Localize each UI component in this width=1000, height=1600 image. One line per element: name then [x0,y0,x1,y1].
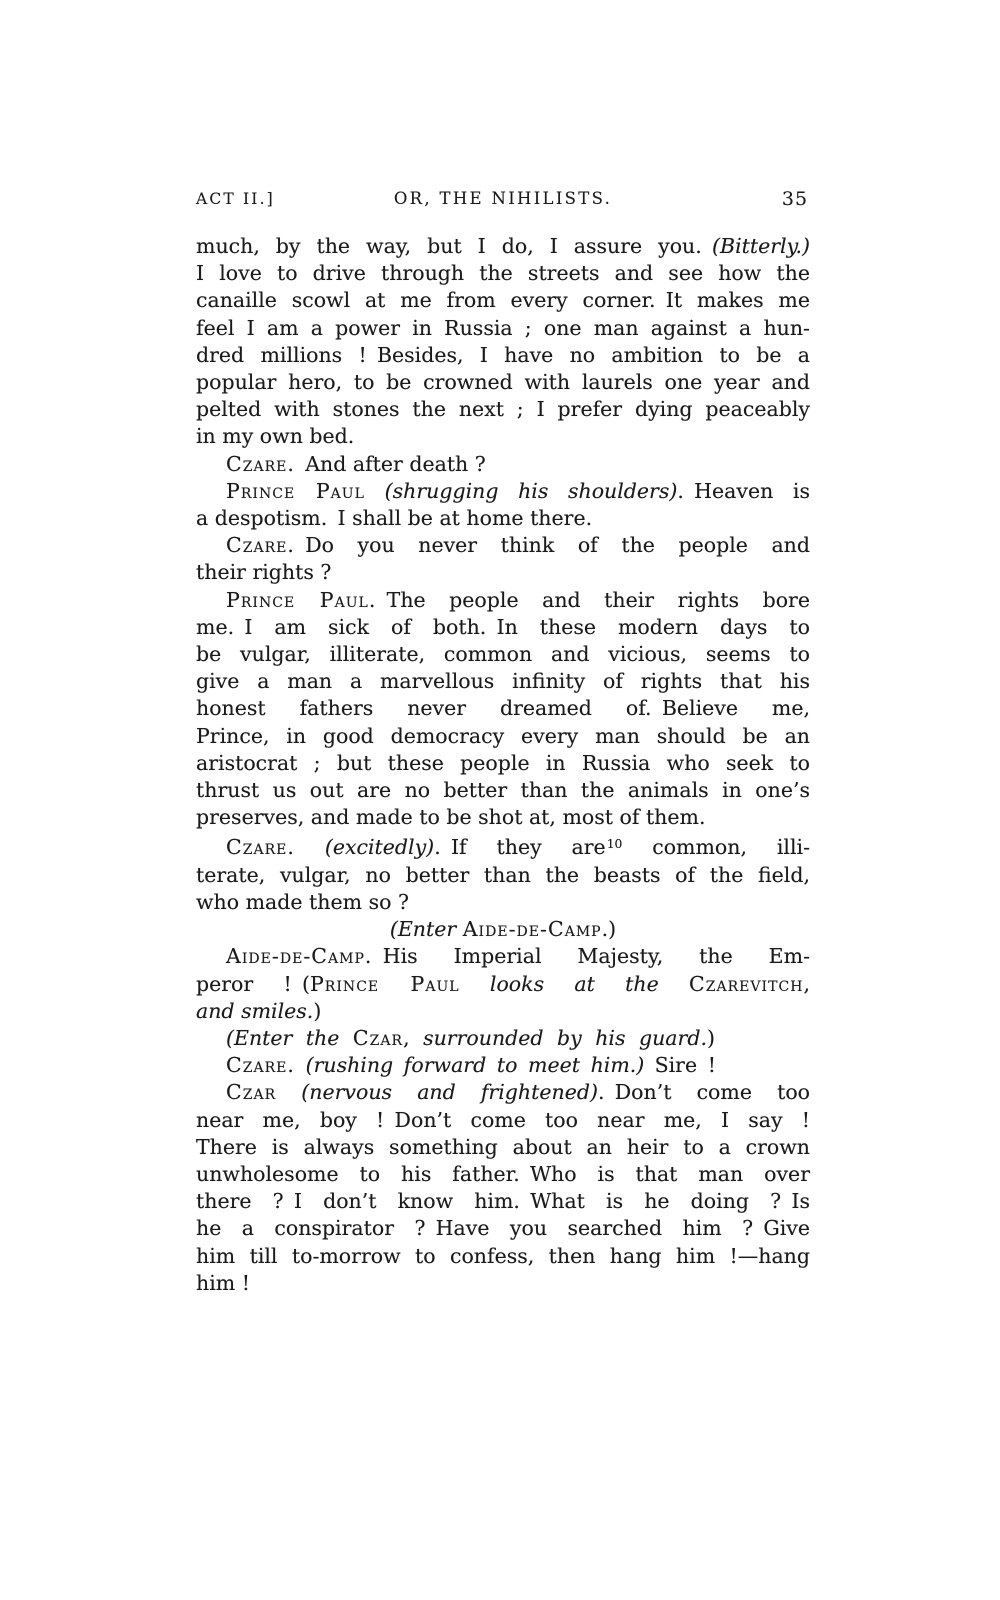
character-name: Aide-de-Camp [462,917,602,942]
stage-direction: (Bitterly.) [712,234,810,258]
text-line: who made them so ? [196,890,409,915]
text-line: near me, boy ! Don’t come too near me, I say ! [196,1107,810,1132]
text-line: he a conspirator ? Have you searched him ? Give [196,1216,810,1241]
paragraph [196,532,810,586]
page-header [196,189,810,215]
character-name: Czare. [226,533,295,558]
text-line: be vulgar, illiterate, common and vicious, seems to [196,642,810,667]
stage-direction: (rushing forward to meet him.) [305,1053,645,1078]
running-title: OR, THE NIHILISTS. [393,189,613,208]
act-label: ACT II.] [196,190,275,208]
text-line: and smiles.) [196,998,322,1023]
text-line: there ? I don’t know him. What is he doing ? Is [196,1189,810,1214]
text-line: unwholesome to his father. Who is that man over [196,1162,810,1187]
text-line: Aide-de-Camp. His Imperial Majesty, the Em- [226,944,810,969]
text-line: thrust us out are no better than the animals in one’s [196,778,810,803]
text-line: Czare. (excitedly). If they are$^{10}$ common, illi- [226,835,810,860]
text-line: aristocrat ; but these people in Russia who seek to [196,750,810,775]
text-line: Prince, in good democracy every man should be an [196,723,810,748]
character-name: Prince Paul [309,971,460,996]
text-line: popular hero, to be crowned with laurels one year and [196,370,810,395]
text-line: Czar (nervous and frightened). Don’t come too [226,1080,810,1105]
paragraph [196,1052,810,1079]
character-name: Czare. [226,451,295,476]
character-name: Aide-de-Camp. [226,944,373,969]
text-line: dred millions ! Besides, I have no ambition to be a [196,342,810,367]
stage-direction: (Enter [389,917,463,942]
paragraph [196,451,810,478]
play-text [196,233,810,1297]
text-line: feel I am a power in Russia ; one man against a hun- [196,315,810,340]
character-name: Czare. [226,1053,295,1078]
text-line: There is always something about an heir to a crown [196,1134,810,1159]
character-name: Czarevitch [689,971,804,996]
text-line: Czare. And after death ? [226,451,486,476]
paragraph [196,916,810,943]
paragraph [196,587,810,832]
text-line: give a man a marvellous infinity of rights that his [196,669,810,694]
character-name: Czar [226,1080,277,1105]
character-name: Prince Paul [226,478,365,503]
text-line: honest fathers never dreamed of. Believe me, [196,696,810,721]
character-name: Czar [352,1026,404,1051]
text-line: much, by the way, but I do, I assure you. (Bitterly.) [196,234,810,258]
text-line: in my own bed. [196,424,355,449]
stage-direction: (Enter the [226,1026,353,1051]
paragraph [196,943,810,1025]
paragraph [196,1079,810,1297]
text-line: Prince Paul. The people and their rights bore [226,587,810,612]
paragraph [196,478,810,532]
stage-direction: looks at the [489,971,659,996]
page-number: 35 [781,188,808,210]
stage-direction: and smiles. [196,998,314,1023]
text-line: (Enter the Czar, surrounded by his guard.) [226,1026,715,1051]
text-line: (Enter Aide-de-Camp.) [389,917,617,942]
text-line: him ! [196,1270,250,1295]
stage-direction: (nervous and frightened) [301,1080,598,1105]
stage-direction: surrounded by his guard. [423,1026,707,1051]
text-line: peror ! (Prince Paul looks at the Czarevitch, [196,971,810,996]
paragraph [196,1025,810,1052]
character-name: Prince Paul. [226,587,377,612]
text-line: him till to-morrow to confess, then hang him !—hang [196,1243,810,1268]
text-line: me. I am sick of both. In these modern days to [196,614,810,639]
paragraph [196,831,810,916]
text-line: preserves, and made to be shot at, most of them. [196,805,706,830]
text-line: pelted with stones the next ; I prefer dying peaceably [196,397,810,422]
text-line: Prince Paul (shrugging his shoulders). Heaven is [226,478,810,503]
text-line: a despotism. I shall be at home there. [196,506,593,531]
text-line: canaille scowl at me from every corner. It makes me [196,288,810,313]
text-line: their rights ? [196,560,332,585]
footnote-marker: 10 [606,837,623,852]
paragraph [196,233,810,451]
text-line: I love to drive through the streets and see how the [196,261,810,286]
text-line: Czare. Do you never think of the people and [226,533,810,558]
stage-direction: (excitedly) [324,835,435,860]
stage-direction: (shrugging his shoulders) [384,478,678,503]
character-name: Czare. [226,835,295,860]
text-line: Czare. (rushing forward to meet him.) Sire ! [226,1053,716,1078]
text-line: terate, vulgar, no better than the beasts of the field, [196,862,810,887]
